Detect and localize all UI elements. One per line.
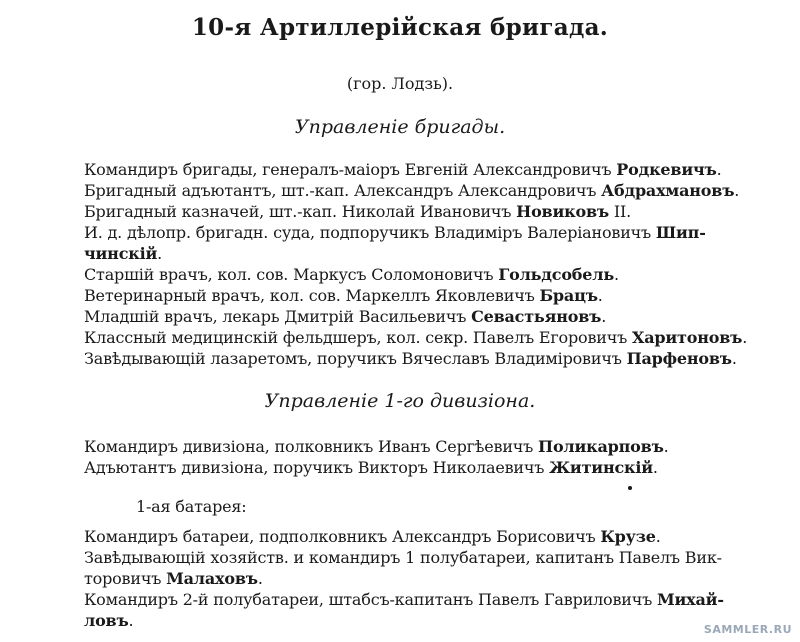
ink-dot [628,486,632,490]
watermark: SAMMLER.RU [703,623,792,636]
text-line: чинскій. [84,244,163,263]
text-line: Завѣдывающій хозяйств. и командиръ 1 полубатареи, капитанъ Павелъ Вик- [84,548,722,567]
text-line: Младшій врачъ, лекарь Дмитрій Васильевичъ Севастьяновъ. [84,307,607,326]
text-line: Старшій врачъ, кол. сов. Маркусъ Соломоновичъ Гольдсобель. [84,265,619,284]
text-line: Классный медицинскій фельдшеръ, кол. секр. Павелъ Егоровичъ Харитоновъ. [84,328,748,347]
battery-heading: 1-ая батарея: [136,497,247,516]
text-line: Завѣдывающій лазаретомъ, поручикъ Вячеславъ Владиміровичъ Парфеновъ. [84,349,737,368]
text-line: Командиръ батареи, подполковникъ Александръ Борисовичъ Крузе. [84,527,661,546]
text-line: Адъютантъ дивизіона, поручикъ Викторъ Николаевичъ Житинскій. [84,458,658,477]
section-heading-division: Управленіе 1-го дивизіона. [264,390,536,412]
text-line: Ветеринарный врачъ, кол. сов. Маркеллъ Яковлевичъ Брацъ. [84,286,603,305]
text-line: Бригадный казначей, шт.-кап. Николай Ивановичъ Новиковъ II. [84,202,631,221]
text-line: торовичъ Малаховъ. [84,569,263,588]
text-line: Бригадный адъютантъ, шт.-кап. Александръ Александровичъ Абдрахмановъ. [84,181,740,200]
location-subtitle: (гор. Лодзь). [346,74,454,93]
text-line: ловъ. [84,611,134,630]
page-title: 10-я Артиллерійская бригада. [191,14,609,41]
section-heading-brigade: Управленіе бригады. [294,116,506,138]
text-line: Командиръ 2-й полубатареи, штабсъ-капитанъ Павелъ Гавриловичъ Михай- [84,590,724,609]
text-line: Командиръ дивизіона, полковникъ Иванъ Сергѣевичъ Поликарповъ. [84,437,669,456]
text-line: И. д. дѣлопр. бригадн. суда, подпоручикъ Владиміръ Валеріановичъ Шип- [84,223,706,242]
text-line: Командиръ бригады, генералъ-маіоръ Евгеній Александровичъ Родкевичъ. [84,160,722,179]
